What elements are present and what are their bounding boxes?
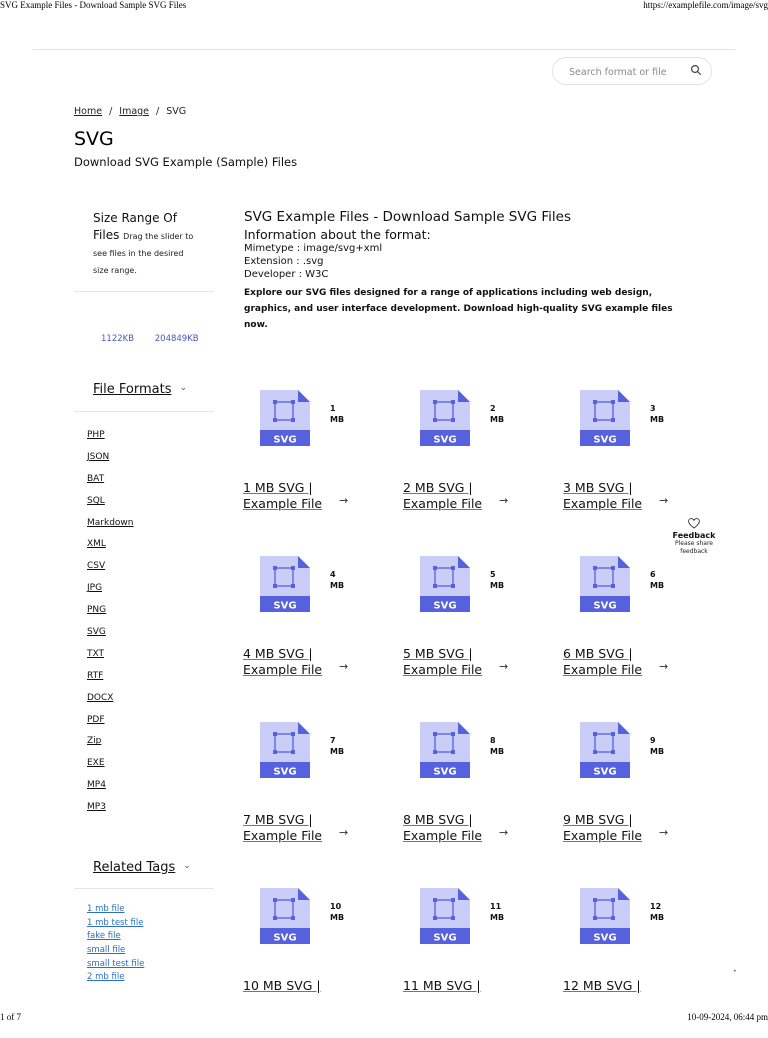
file-card[interactable]: [563, 722, 703, 872]
file-size-number: 4: [330, 570, 336, 579]
file-size-number: 6: [650, 570, 656, 579]
feedback-widget[interactable]: [670, 518, 718, 556]
file-size-unit: MB: [490, 581, 505, 590]
main-title: SVG Example Files - Download Sample SVG Files: [244, 209, 571, 225]
file-card[interactable]: [243, 722, 383, 872]
size-range-hint-2: see files in the desired: [93, 249, 184, 258]
breadcrumb: [74, 106, 186, 117]
file-format-link[interactable]: Zip: [87, 736, 102, 747]
file-size-label: [330, 569, 360, 591]
related-tag-item: [87, 971, 144, 985]
file-size-label: [490, 901, 520, 923]
extension: Extension : .svg: [244, 256, 324, 267]
size-range-max[interactable]: 204849KB: [154, 334, 199, 344]
svg-file-icon[interactable]: [420, 888, 470, 944]
arrow-right-icon[interactable]: →: [339, 826, 349, 839]
file-size-number: 3: [650, 404, 656, 413]
print-header: [0, 0, 768, 14]
svg-file-icon[interactable]: [580, 390, 630, 446]
related-tag-link[interactable]: 1 mb file: [87, 904, 125, 914]
svg-file-icon[interactable]: [420, 722, 470, 778]
file-title-link[interactable]: 10 MB SVG |: [243, 978, 321, 993]
breadcrumb-current: SVG: [166, 106, 187, 117]
file-format-item: [87, 669, 133, 691]
related-tag-item: [87, 917, 144, 931]
file-size-number: 7: [330, 736, 336, 745]
file-format-link[interactable]: PDF: [87, 714, 105, 725]
file-badge: SVG: [593, 600, 617, 612]
print-page-number: 1 of 7: [0, 1012, 21, 1022]
file-format-item: [87, 516, 133, 538]
file-size-label: [490, 569, 520, 591]
related-tag-link[interactable]: 1 mb test file: [87, 917, 144, 928]
related-tags-toggle[interactable]: [93, 860, 191, 875]
file-format-link[interactable]: JPG: [87, 583, 103, 594]
header-divider: [33, 49, 735, 50]
file-size-number: 5: [490, 570, 496, 579]
file-format-link[interactable]: PNG: [87, 605, 107, 616]
info-heading: Information about the format:: [244, 227, 431, 242]
file-size-unit: MB: [330, 415, 345, 424]
file-format-link[interactable]: DOCX: [87, 692, 114, 703]
svg-file-icon[interactable]: [260, 556, 310, 612]
arrow-right-icon[interactable]: →: [339, 660, 349, 673]
file-format-item: [87, 756, 133, 778]
size-range-title-2: Files: [93, 228, 120, 242]
chevron-down-icon[interactable]: ⌄: [179, 383, 188, 393]
size-range-min[interactable]: 1122KB: [101, 334, 135, 344]
breadcrumb-separator: /: [156, 106, 160, 117]
related-tags-list: [87, 903, 144, 985]
svg-file-icon[interactable]: [260, 888, 310, 944]
page-subtitle: Download SVG Example (Sample) Files: [74, 155, 298, 169]
file-format-item: [87, 734, 133, 756]
file-size-number: 9: [650, 736, 656, 745]
print-header-url: https://examplefile.com/image/svg: [643, 0, 768, 10]
file-size-unit: MB: [650, 747, 665, 756]
file-format-link[interactable]: EXE: [87, 758, 105, 769]
file-badge: SVG: [273, 766, 297, 778]
file-badge: SVG: [433, 600, 457, 612]
file-size-label: [650, 569, 680, 591]
file-size-number: 12: [650, 902, 662, 911]
file-title-link[interactable]: 8 MB SVG | Example File: [403, 812, 483, 843]
file-size-unit: MB: [650, 415, 665, 424]
file-format-link[interactable]: PHP: [87, 430, 105, 440]
file-formats-list: [87, 428, 133, 822]
file-card[interactable]: [243, 556, 383, 706]
file-size-unit: MB: [490, 415, 505, 424]
file-format-item: [87, 472, 133, 494]
feedback-subtitle-2: feedback: [680, 548, 708, 555]
file-badge: SVG: [273, 932, 297, 944]
file-format-link[interactable]: JSON: [87, 451, 110, 462]
file-badge: SVG: [433, 434, 457, 446]
file-title-link[interactable]: 11 MB SVG |: [403, 978, 481, 993]
sidebar-divider: [74, 888, 214, 889]
print-datetime: 10-09-2024, 06:44 pm: [687, 1012, 768, 1022]
file-card[interactable]: [403, 390, 543, 540]
size-range-hint: Drag the slider to: [123, 232, 194, 241]
format-description: Explore our SVG files designed for a range of applications including web design, graphics, and user interface development. Download high-quality SVG example files now.: [244, 288, 673, 330]
file-size-number: 8: [490, 736, 496, 745]
related-tag-link[interactable]: small file: [87, 945, 126, 956]
file-size-unit: MB: [650, 581, 665, 590]
sidebar-divider: [74, 291, 214, 292]
file-badge: SVG: [593, 766, 617, 778]
file-card[interactable]: [403, 556, 543, 706]
svg-file-icon[interactable]: [580, 556, 630, 612]
file-format-link[interactable]: BAT: [87, 473, 105, 484]
file-card[interactable]: [243, 390, 383, 540]
file-format-item: [87, 647, 133, 669]
file-card[interactable]: [403, 722, 543, 872]
file-size-unit: MB: [490, 913, 505, 922]
file-title-link[interactable]: 2 MB SVG | Example File: [403, 480, 483, 511]
file-title-link[interactable]: 3 MB SVG | Example File: [563, 480, 643, 511]
related-tag-link[interactable]: 2 mb file: [87, 972, 125, 983]
file-format-link[interactable]: MP3: [87, 802, 106, 813]
size-range-title: Size Range Of: [93, 211, 177, 225]
file-size-unit: MB: [330, 747, 345, 756]
svg-file-icon[interactable]: [580, 888, 630, 944]
file-size-label: [490, 735, 520, 757]
search-input[interactable]: [567, 63, 681, 81]
file-badge: SVG: [593, 434, 617, 446]
file-format-link[interactable]: XML: [87, 539, 106, 550]
svg-file-icon[interactable]: [420, 556, 470, 612]
arrow-right-icon[interactable]: →: [499, 494, 509, 507]
size-range-filter: [74, 210, 214, 279]
file-format-link[interactable]: TXT: [87, 648, 105, 659]
svg-file-icon[interactable]: [580, 722, 630, 778]
file-format-item: [87, 691, 133, 713]
feedback-subtitle: Please share: [674, 540, 713, 547]
file-size-label: [650, 735, 680, 757]
file-title-link[interactable]: 7 MB SVG | Example File: [243, 812, 323, 843]
file-format-item: [87, 603, 133, 625]
arrow-right-icon[interactable]: →: [499, 826, 509, 839]
related-tag-item: [87, 944, 144, 958]
file-size-label: [490, 403, 520, 425]
file-format-link[interactable]: SQL: [87, 495, 105, 506]
related-tag-item: [87, 958, 144, 972]
file-formats-toggle[interactable]: [93, 382, 187, 397]
arrow-right-icon[interactable]: →: [339, 494, 349, 507]
file-size-number: 11: [490, 902, 502, 911]
file-format-item: [87, 581, 133, 603]
file-title-link[interactable]: 9 MB SVG | Example File: [563, 812, 643, 843]
file-card[interactable]: [243, 888, 383, 1038]
file-format-item: [87, 778, 133, 800]
file-badge: SVG: [273, 434, 297, 446]
breadcrumb-home[interactable]: Home: [74, 106, 103, 117]
breadcrumb-separator: /: [109, 106, 113, 117]
file-title-link[interactable]: 6 MB SVG | Example File: [563, 646, 643, 677]
file-card[interactable]: [563, 888, 703, 1038]
file-title-link[interactable]: 5 MB SVG | Example File: [403, 646, 483, 677]
search-box[interactable]: [552, 57, 712, 85]
related-tag-link[interactable]: small test file: [87, 958, 145, 969]
file-format-link[interactable]: CSV: [87, 561, 106, 572]
print-header-title: SVG Example Files - Download Sample SVG Files: [0, 0, 187, 10]
file-format-link[interactable]: Markdown: [87, 517, 134, 528]
arrow-right-icon[interactable]: →: [499, 660, 509, 673]
related-tag-item: [87, 903, 144, 917]
file-format-item: [87, 450, 133, 472]
file-badge: SVG: [273, 600, 297, 612]
file-size-label: [330, 735, 360, 757]
decorative-dot: •: [733, 968, 737, 975]
file-format-item: [87, 494, 133, 516]
size-range-hint-3: size range.: [93, 266, 137, 275]
sidebar-divider: [74, 411, 214, 412]
file-title-link[interactable]: 4 MB SVG | Example File: [243, 646, 323, 677]
file-format-item: [87, 559, 133, 581]
svg-file-icon[interactable]: [260, 390, 310, 446]
svg-file-icon[interactable]: [420, 390, 470, 446]
file-title-link[interactable]: 12 MB SVG |: [563, 978, 641, 993]
file-format-item: [87, 625, 133, 647]
file-size-unit: MB: [490, 747, 505, 756]
file-format-link[interactable]: MP4: [87, 780, 106, 791]
file-size-label: [330, 901, 360, 923]
file-format-item: [87, 800, 133, 822]
file-format-item: [87, 537, 133, 559]
search-icon[interactable]: [690, 64, 702, 76]
breadcrumb-image[interactable]: Image: [119, 106, 150, 117]
file-badge: SVG: [433, 766, 457, 778]
arrow-right-icon[interactable]: →: [659, 826, 669, 839]
file-format-item: [87, 713, 133, 735]
arrow-right-icon[interactable]: →: [659, 494, 669, 507]
file-format-item: [87, 428, 133, 450]
file-size-number: 2: [490, 404, 496, 413]
file-size-number: 1: [330, 404, 336, 413]
related-tag-item: [87, 930, 144, 944]
file-size-label: [330, 403, 360, 425]
file-size-number: 10: [330, 902, 342, 911]
related-tag-link[interactable]: fake file: [87, 931, 121, 942]
chevron-down-icon[interactable]: ⌄: [183, 861, 191, 871]
file-size-label: [650, 403, 680, 425]
file-format-link[interactable]: RTF: [87, 670, 104, 681]
page-title: SVG: [74, 128, 114, 150]
file-size-unit: MB: [330, 581, 345, 590]
file-badge: SVG: [433, 932, 457, 944]
file-card[interactable]: [403, 888, 543, 1038]
file-size-label: [650, 901, 680, 923]
file-format-link[interactable]: SVG: [87, 627, 106, 638]
file-formats-heading[interactable]: File Formats: [93, 382, 172, 397]
developer: Developer : W3C: [244, 269, 329, 280]
feedback-title[interactable]: Feedback: [672, 531, 716, 540]
file-size-unit: MB: [650, 913, 665, 922]
file-badge: SVG: [593, 932, 617, 944]
file-title-link[interactable]: 1 MB SVG | Example File: [243, 480, 323, 511]
mimetype: Mimetype : image/svg+xml: [244, 243, 383, 254]
heart-icon[interactable]: [688, 518, 700, 529]
file-size-unit: MB: [330, 913, 345, 922]
arrow-right-icon[interactable]: →: [659, 660, 669, 673]
svg-file-icon[interactable]: [260, 722, 310, 778]
file-card[interactable]: [563, 556, 703, 706]
size-range-values[interactable]: [101, 334, 217, 344]
related-tags-heading[interactable]: Related Tags: [93, 860, 176, 875]
